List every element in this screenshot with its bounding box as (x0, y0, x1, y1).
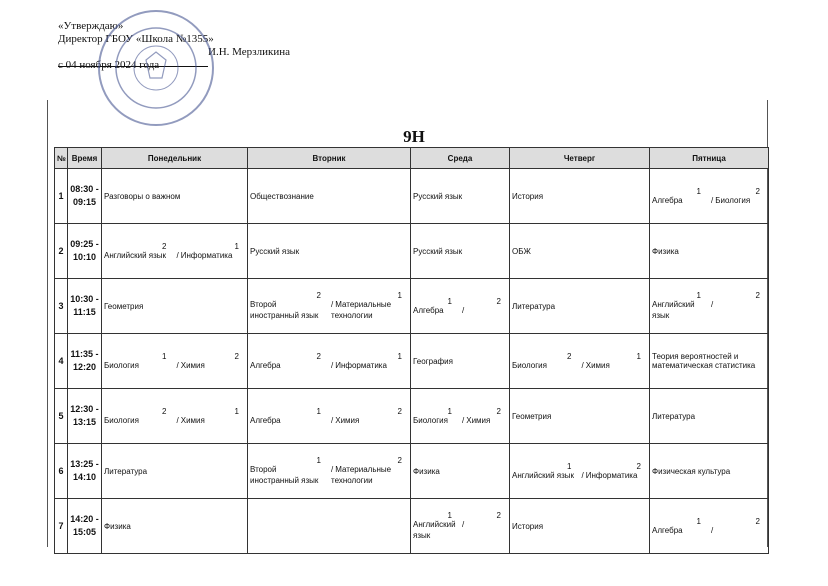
cell-thursday (510, 224, 650, 279)
cell-thursday (510, 499, 650, 554)
subgroup-lesson (578, 462, 648, 481)
subgroup-divider: / (331, 300, 334, 309)
table-row (55, 279, 769, 334)
subgroup-number: 2 (755, 516, 760, 526)
lesson-time (68, 279, 102, 334)
cell-friday (650, 279, 769, 334)
subject-name: Информатика (585, 470, 638, 480)
subject-name: Алгебра (652, 195, 683, 205)
header-tuesday: Вторник (248, 148, 411, 169)
subgroup-lesson (327, 407, 408, 426)
header-wednesday: Среда (411, 148, 510, 169)
cell-wednesday (411, 169, 510, 224)
table-row (55, 224, 769, 279)
subgroup-number: 1 (636, 351, 641, 361)
cell-thursday (510, 334, 650, 389)
subject-name: География (413, 356, 453, 366)
lesson-number: 3 (55, 279, 68, 334)
subgroup-number: 2 (755, 291, 760, 300)
subgroup-number: 2 (234, 351, 239, 361)
subject-name: Английский язык (512, 470, 575, 480)
subgroup-divider: / (711, 300, 714, 309)
time-part: 15:05 (72, 527, 97, 537)
subject-name: Английский язык (413, 520, 456, 540)
cell-friday (650, 169, 769, 224)
subject-name: Материальные технологии (331, 465, 392, 485)
subgroup-divider: / (331, 360, 334, 370)
subject-name: Химия (335, 415, 360, 425)
header-friday: Пятница (650, 148, 769, 169)
lesson-time (68, 499, 102, 554)
cell-thursday (510, 169, 650, 224)
time-part: 09:25 - (70, 239, 99, 249)
subject-name: ОБЖ (512, 246, 531, 256)
subgroup-divider: / (581, 470, 584, 480)
subject-name: Химия (585, 360, 610, 370)
subgroup-lesson (173, 407, 246, 426)
subgroup-lesson (250, 291, 327, 321)
subject-name: Английский язык (652, 300, 695, 320)
lesson-time (68, 224, 102, 279)
subgroup-lesson (104, 352, 173, 371)
time-part: 12:20 (72, 362, 97, 372)
time-part: 14:20 - (70, 514, 99, 524)
subgroup-lesson (173, 352, 246, 371)
subgroup-number: 2 (636, 461, 641, 471)
subgroup-number: 1 (696, 516, 701, 526)
subject-name: Физическая культура (652, 466, 731, 476)
subgroup-lesson (250, 352, 327, 371)
subject-name: Геометрия (512, 411, 552, 421)
lesson-number: 5 (55, 389, 68, 444)
subgroup-lesson (413, 407, 458, 426)
subject-name: Второй иностранный язык (250, 300, 319, 320)
subject-name: Литература (652, 411, 696, 421)
subject-name: Химия (466, 415, 491, 425)
cell-thursday (510, 389, 650, 444)
subgroup-number: 1 (447, 406, 452, 416)
cell-tuesday (248, 279, 411, 334)
cell-wednesday (411, 279, 510, 334)
subject-name: История (512, 191, 544, 201)
subject-name: Информатика (180, 250, 233, 260)
time-part: 10:30 - (70, 294, 99, 304)
subgroup-divider: / (581, 360, 584, 370)
subgroup-number: 1 (696, 291, 701, 300)
cell-thursday (510, 279, 650, 334)
lesson-time (68, 334, 102, 389)
subgroup-divider: / (331, 415, 334, 425)
cell-friday (650, 499, 769, 554)
subgroup-lesson (458, 407, 507, 426)
cell-tuesday (248, 169, 411, 224)
subgroup-divider: / (462, 305, 465, 315)
class-title: 9Н (403, 127, 425, 146)
subject-name: Теория вероятностей и математическая статистика (652, 352, 756, 370)
time-part: 10:10 (72, 252, 97, 262)
subject-name: Русский язык (413, 246, 463, 256)
subgroup-number: 1 (234, 406, 239, 416)
cell-monday (102, 499, 248, 554)
cell-tuesday (248, 224, 411, 279)
subject-name: Химия (180, 415, 205, 425)
subgroup-lesson (652, 291, 707, 321)
cell-monday (102, 444, 248, 499)
lesson-number: 7 (55, 499, 68, 554)
subject-name: Информатика (335, 360, 387, 370)
subgroup-number: 2 (755, 186, 760, 196)
time-part: 13:25 - (70, 459, 99, 469)
cell-wednesday (411, 334, 510, 389)
subgroup-number: 1 (447, 296, 452, 306)
cell-wednesday (411, 389, 510, 444)
cell-wednesday (411, 499, 510, 554)
subgroup-lesson (327, 291, 408, 321)
subgroup-lesson (327, 352, 408, 371)
subgroup-number: 2 (496, 296, 501, 306)
subject-name: Русский язык (413, 191, 463, 201)
approval-line-2: Директор ГБОУ «Школа №1355» (58, 33, 214, 45)
subgroup-number: 1 (316, 456, 321, 465)
cell-monday (102, 279, 248, 334)
time-part: 08:30 - (70, 184, 99, 194)
cell-friday (650, 224, 769, 279)
subject-name: Литература (104, 466, 148, 476)
time-part: 11:15 (73, 307, 96, 317)
subgroup-divider: / (711, 525, 714, 535)
time-part: 13:15 (72, 417, 97, 427)
table-row (55, 169, 769, 224)
lesson-number: 1 (55, 169, 68, 224)
cell-friday (650, 334, 769, 389)
header-num: № (55, 148, 68, 169)
approval-date: с 04 ноября 2024 года (58, 59, 160, 71)
cell-tuesday (248, 389, 411, 444)
subgroup-lesson (173, 242, 246, 261)
subject-name: Обществознание (250, 191, 314, 201)
header-monday: Понедельник (102, 148, 248, 169)
subgroup-lesson (652, 517, 707, 536)
subject-name: Литература (512, 301, 556, 311)
table-row (55, 334, 769, 389)
subject-name: Алгебра (250, 360, 281, 370)
subgroup-lesson (707, 187, 766, 206)
subject-name: Биология (104, 415, 139, 425)
subgroup-lesson (652, 187, 707, 206)
subgroup-number: 1 (696, 186, 701, 196)
cell-monday (102, 169, 248, 224)
subject-name: История (512, 521, 544, 531)
lesson-number: 2 (55, 224, 68, 279)
subject-name: Русский язык (250, 246, 300, 256)
subgroup-lesson (512, 462, 578, 481)
approval-signature: И.Н. Мерзликина (208, 46, 291, 58)
table-row (55, 389, 769, 444)
subgroup-divider: / (176, 250, 179, 260)
subgroup-number: 2 (397, 456, 402, 465)
lesson-time (68, 169, 102, 224)
subgroup-divider: / (176, 415, 179, 425)
cell-thursday (510, 444, 650, 499)
subgroup-lesson (707, 517, 766, 536)
lesson-time (68, 444, 102, 499)
subject-name: Второй иностранный язык (250, 465, 319, 485)
subgroup-number: 1 (316, 406, 321, 416)
subgroup-number: 1 (162, 351, 167, 361)
subgroup-number: 2 (162, 241, 167, 251)
subgroup-lesson (327, 456, 408, 486)
cell-wednesday (411, 224, 510, 279)
cell-tuesday (248, 444, 411, 499)
subgroup-number: 1 (567, 461, 572, 471)
subject-name: Биология (104, 360, 139, 370)
time-part: 14:10 (72, 472, 97, 482)
lesson-time (68, 389, 102, 444)
subject-name: Биология (413, 415, 448, 425)
time-part: 12:30 - (70, 404, 99, 414)
subgroup-number: 2 (316, 291, 321, 300)
subgroup-divider: / (176, 360, 179, 370)
subgroup-lesson (104, 407, 173, 426)
table-row (55, 499, 769, 554)
subject-name: Физика (104, 521, 131, 531)
subgroup-number: 2 (162, 406, 167, 416)
cell-monday (102, 334, 248, 389)
subgroup-divider: / (462, 520, 465, 529)
cell-wednesday (411, 444, 510, 499)
header-row (55, 148, 769, 169)
subgroup-lesson (413, 511, 458, 541)
time-part: 11:35 - (70, 349, 99, 359)
subgroup-number: 2 (316, 351, 321, 361)
subject-name: Биология (715, 195, 751, 205)
subject-name: Физика (413, 466, 440, 476)
header-time: Время (68, 148, 102, 169)
subject-name: Английский язык (104, 250, 167, 260)
subject-name: Разговоры о важном (104, 191, 181, 201)
subgroup-lesson (707, 291, 766, 310)
subgroup-lesson (250, 456, 327, 486)
subgroup-lesson (578, 352, 648, 371)
lesson-number: 4 (55, 334, 68, 389)
subject-name: Алгебра (652, 525, 683, 535)
subgroup-number: 1 (447, 511, 452, 520)
subgroup-number: 1 (397, 291, 402, 300)
subgroup-number: 2 (567, 351, 572, 361)
subgroup-number: 1 (397, 351, 402, 361)
lesson-number: 6 (55, 444, 68, 499)
subject-name: Физика (652, 246, 679, 256)
subgroup-lesson (458, 511, 507, 530)
cell-monday (102, 389, 248, 444)
schedule-table (54, 147, 769, 554)
table-row (55, 444, 769, 499)
subgroup-lesson (413, 297, 458, 316)
subgroup-divider: / (711, 195, 714, 205)
cell-friday (650, 444, 769, 499)
subject-name: Геометрия (104, 301, 144, 311)
subject-name: Биология (512, 360, 547, 370)
subgroup-lesson (250, 407, 327, 426)
cell-tuesday (248, 334, 411, 389)
cell-monday (102, 224, 248, 279)
subgroup-lesson (104, 242, 173, 261)
subject-name: Алгебра (413, 305, 444, 315)
subgroup-number: 2 (397, 406, 402, 416)
subgroup-number: 2 (496, 511, 501, 520)
header-thursday: Четверг (510, 148, 650, 169)
subgroup-divider: / (331, 465, 334, 474)
subgroup-divider: / (462, 415, 465, 425)
subgroup-lesson (512, 352, 578, 371)
approval-line-1: «Утверждаю» (58, 20, 124, 32)
subgroup-number: 2 (496, 406, 501, 416)
subject-name: Алгебра (250, 415, 281, 425)
cell-friday (650, 389, 769, 444)
subgroup-number: 1 (234, 241, 239, 251)
subgroup-lesson (458, 297, 507, 316)
time-part: 09:15 (72, 197, 97, 207)
subject-name: Материальные технологии (331, 300, 392, 320)
subject-name: Химия (180, 360, 205, 370)
cell-tuesday (248, 499, 411, 554)
